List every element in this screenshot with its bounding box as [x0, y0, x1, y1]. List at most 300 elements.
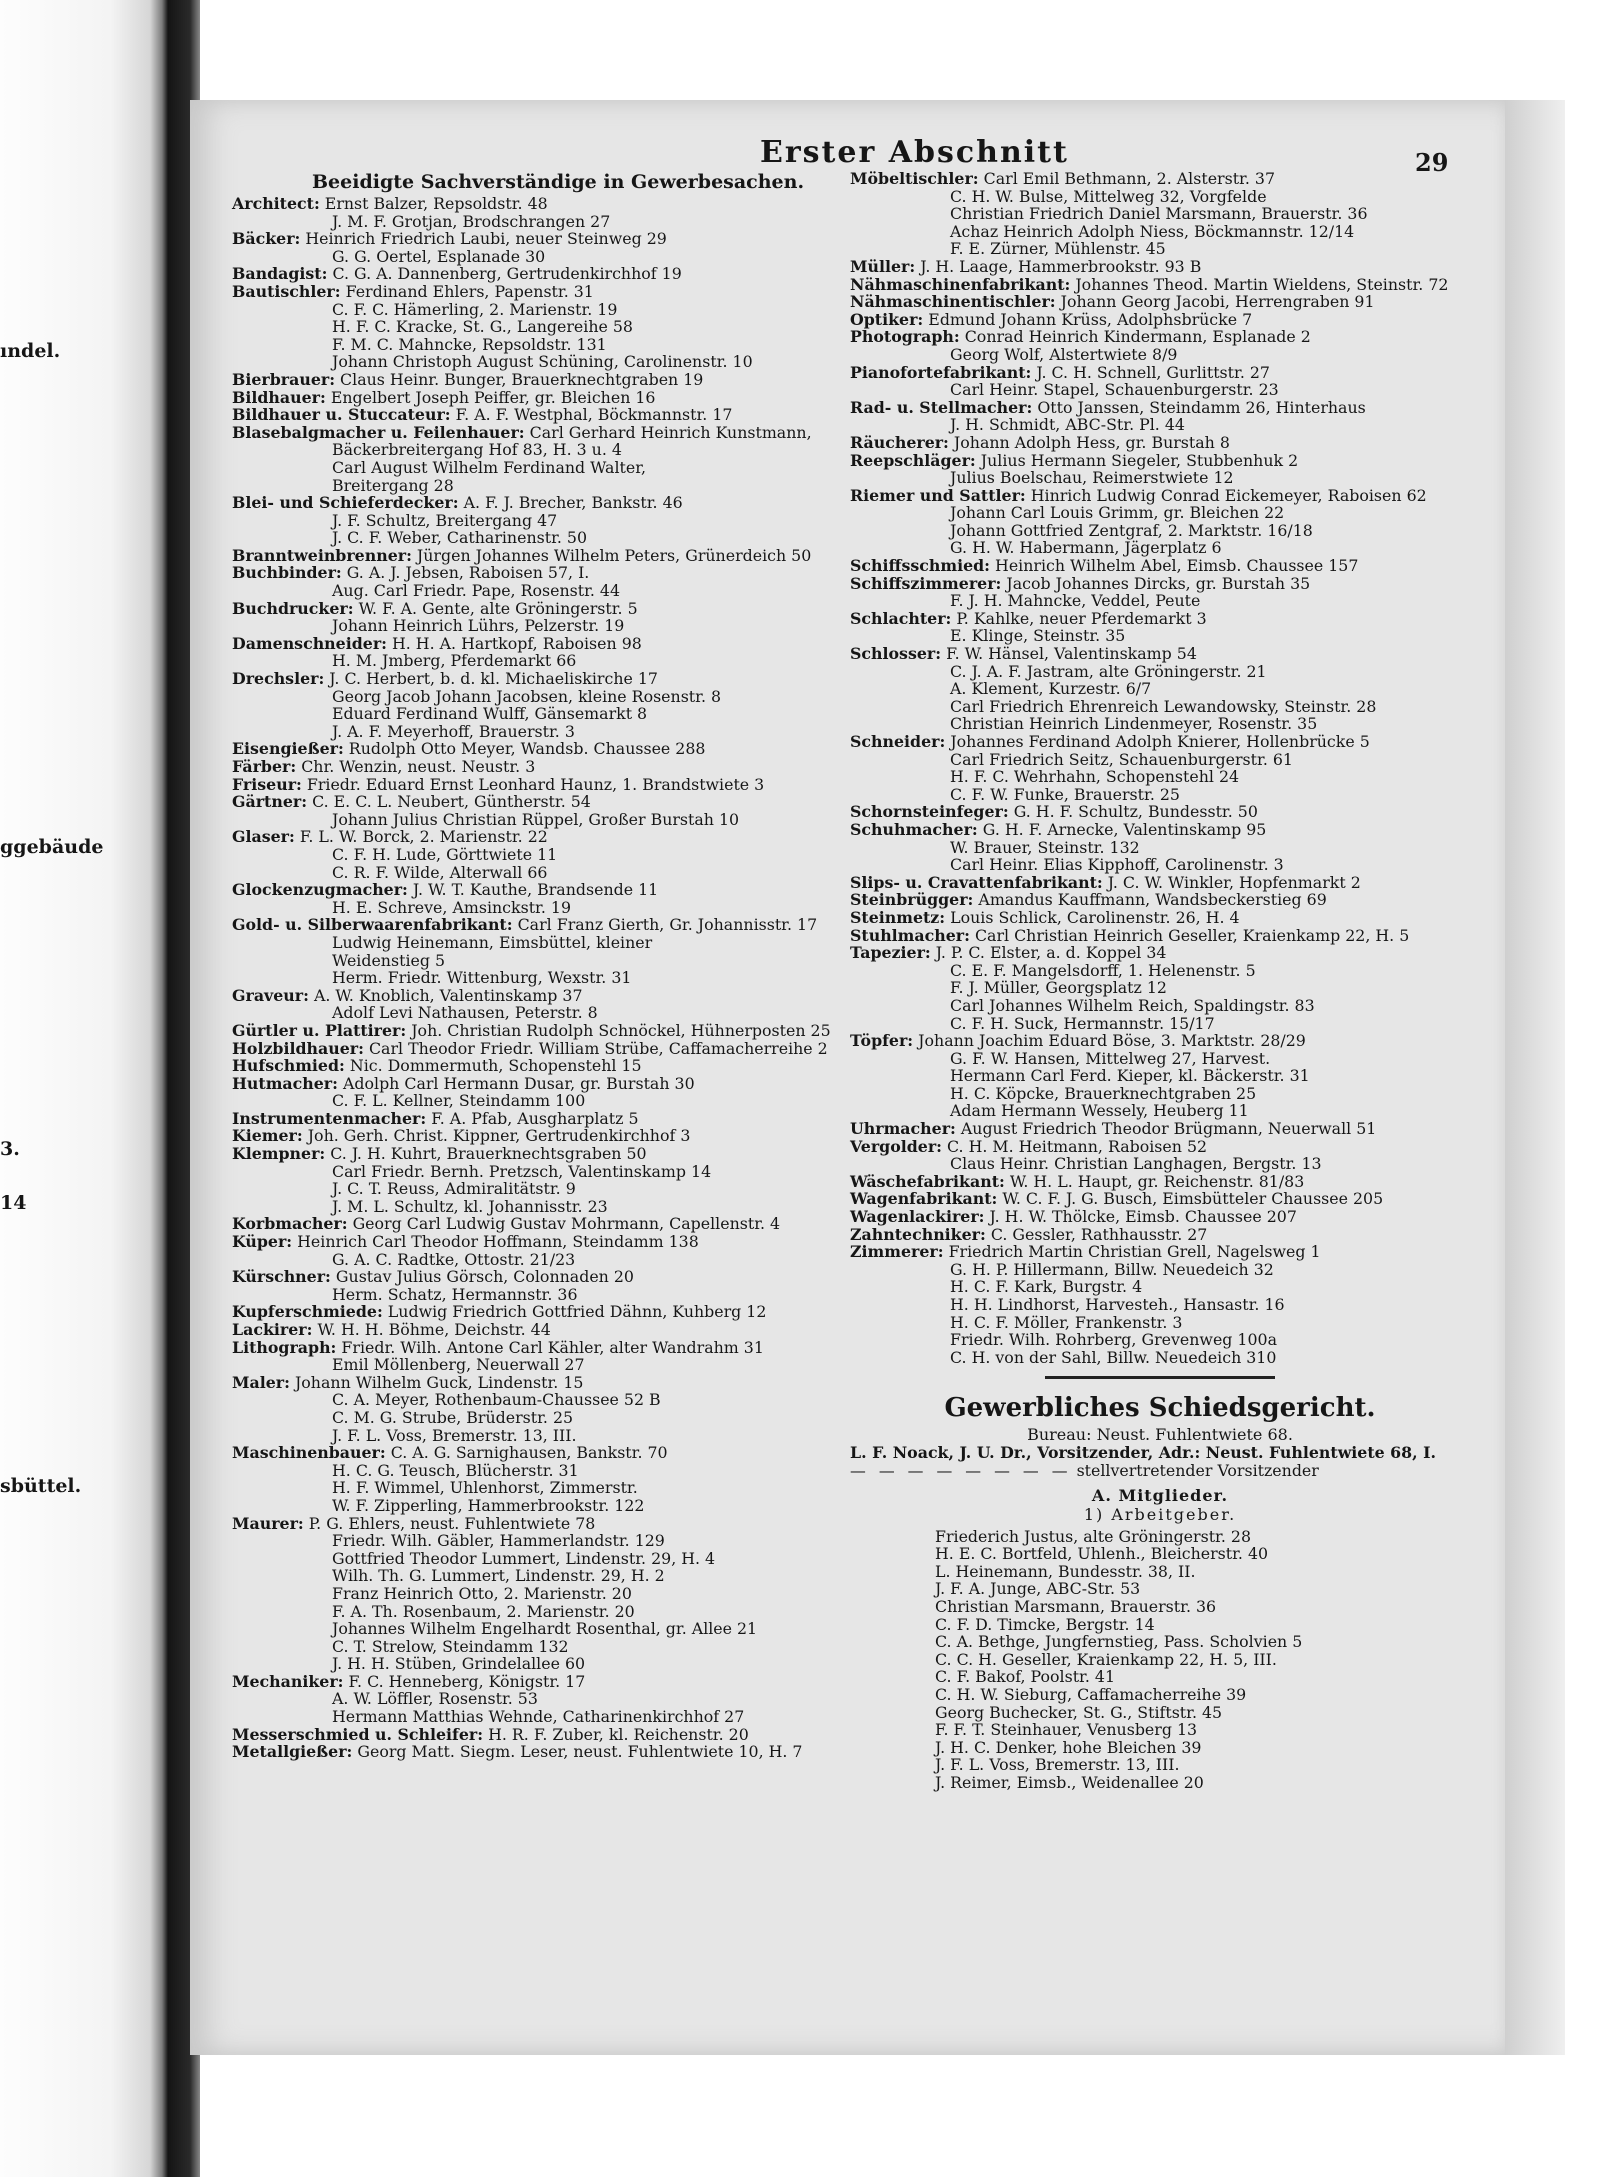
- directory-entry: [232, 1286, 844, 1304]
- directory-entry: [850, 944, 1470, 962]
- directory-entry: [232, 336, 844, 354]
- directory-entry: [850, 223, 1470, 241]
- directory-entry: [232, 1198, 844, 1216]
- entry-text: Achaz Heinrich Adolph Niess, Böckmannstr. 12/14: [950, 221, 1355, 241]
- trade-label: Korbmacher:: [232, 1214, 348, 1234]
- directory-entry: [850, 698, 1470, 716]
- directory-entry: [850, 1349, 1470, 1367]
- member-entry: Friederich Justus, alte Gröningerstr. 28: [935, 1526, 1251, 1546]
- member-entry: J. F. A. Junge, ABC-Str. 53: [935, 1579, 1141, 1599]
- directory-entry: [232, 846, 844, 864]
- trade-label: Schlosser:: [850, 644, 942, 664]
- directory-entry: [232, 864, 844, 882]
- entry-text: W. Brauer, Steinstr. 132: [950, 837, 1140, 857]
- entry-text: Conrad Heinrich Kindermann, Esplanade 2: [959, 327, 1311, 347]
- entry-text: A. W. Knoblich, Valentinskamp 37: [308, 985, 583, 1005]
- directory-entry: [850, 997, 1470, 1015]
- entry-text: Johannes Theod. Martin Wieldens, Steinstr. 72: [1070, 274, 1449, 294]
- members-heading: A. Mitglieder.: [1091, 1485, 1229, 1505]
- margin-fragment: ggebäude: [0, 836, 104, 858]
- directory-entry: [850, 539, 1470, 557]
- entry-text: Carl Emil Bethmann, 2. Alsterstr. 37: [978, 169, 1276, 188]
- directory-entry: [850, 1120, 1470, 1138]
- member-entry: J. F. L. Voss, Bremerstr. 13, III.: [935, 1755, 1180, 1775]
- entry-text: C. G. A. Dannenberg, Gertrudenkirchhof 19: [327, 264, 682, 284]
- directory-entry: [850, 909, 1470, 927]
- deputy-placeholder-dashes: — — — — — — — —: [850, 1460, 1072, 1480]
- right-column: [850, 170, 1470, 1791]
- trade-label: Maler:: [232, 1372, 290, 1392]
- member-entry: H. E. C. Bortfeld, Uhlenh., Bleicherstr. 40: [935, 1544, 1269, 1564]
- trade-label: Pianofortefabrikant:: [850, 362, 1032, 382]
- directory-entry: [232, 828, 844, 846]
- directory-entry: [850, 1208, 1470, 1226]
- margin-fragment: sbüttel.: [0, 1475, 82, 1497]
- directory-entry: [232, 301, 844, 319]
- entry-text: Edmund Johann Krüss, Adolphsbrücke 7: [923, 309, 1253, 329]
- entry-text: Joh. Gerh. Christ. Kippner, Gertrudenkirchhof 3: [302, 1126, 691, 1146]
- directory-entry: [232, 213, 844, 231]
- entry-text: Christian Friedrich Daniel Marsmann, Brauerstr. 36: [950, 204, 1368, 224]
- entry-text: C. A. G. Sarnighausen, Bankstr. 70: [385, 1443, 668, 1463]
- entry-text: Ferdinand Ehlers, Papenstr. 31: [340, 281, 594, 301]
- entry-text: C. R. F. Wilde, Alterwall 66: [332, 862, 548, 882]
- court-deputy: [850, 1462, 1470, 1480]
- directory-entry: [232, 248, 844, 266]
- trade-label: Stuhlmacher:: [850, 925, 970, 945]
- trade-label: Bierbrauer:: [232, 369, 336, 389]
- trade-label: Möbeltischler:: [850, 169, 979, 188]
- entry-text: C. J. A. F. Jastram, alte Gröningerstr. 21: [950, 661, 1267, 681]
- directory-entry: [232, 1004, 844, 1022]
- trade-label: Branntweinbrenner:: [232, 545, 412, 565]
- entry-text: H. E. Schreve, Amsinckstr. 19: [332, 897, 572, 917]
- entry-text: H. F. C. Kracke, St. G., Langereihe 58: [332, 317, 633, 337]
- directory-entry: [232, 1655, 844, 1673]
- trade-label: Bildhauer:: [232, 387, 326, 407]
- directory-entry: [850, 927, 1470, 945]
- directory-entry: [850, 328, 1470, 346]
- directory-entry: [850, 715, 1470, 733]
- directory-entry: [232, 1145, 844, 1163]
- entry-text: H. C. Köpcke, Brauerknechtgraben 25: [950, 1083, 1257, 1103]
- entry-text: Ludwig Friedrich Gottfried Dähnn, Kuhberg 12: [382, 1302, 767, 1322]
- directory-entry: [232, 1356, 844, 1374]
- entry-text: Hinrich Ludwig Conrad Eickemeyer, Raboisen 62: [1025, 485, 1427, 505]
- directory-entry: [232, 371, 844, 389]
- trade-label: Wagenfabrikant:: [850, 1189, 998, 1209]
- directory-entry: [232, 1620, 844, 1638]
- trade-label: Hutmacher:: [232, 1073, 338, 1093]
- directory-entry: [850, 839, 1470, 857]
- entry-text: C. J. H. Kuhrt, Brauerknechtsgraben 50: [325, 1144, 647, 1164]
- entry-text: Gustav Julius Görsch, Colonnaden 20: [330, 1267, 634, 1287]
- court-bureau: Bureau: Neust. Fuhlentwiete 68.: [1027, 1425, 1293, 1445]
- directory-entry: [232, 1515, 844, 1533]
- directory-entry: [850, 1155, 1470, 1173]
- entry-text: C. H. M. Heitmann, Raboisen 52: [942, 1136, 1208, 1156]
- directory-entry: [850, 1261, 1470, 1279]
- page-number: 29: [1415, 148, 1449, 177]
- entry-text: Jürgen Johannes Wilhelm Peters, Grünerdeich 50: [411, 545, 812, 565]
- trade-label: Buchbinder:: [232, 563, 342, 583]
- entry-text: Johann Gottfried Zentgraf, 2. Marktstr. 16/18: [950, 520, 1313, 540]
- entry-text: C. M. G. Strube, Brüderstr. 25: [332, 1407, 574, 1427]
- member-entry: F. F. T. Steinhauer, Venusberg 13: [935, 1720, 1198, 1740]
- entry-text: F. A. Th. Rosenbaum, 2. Marienstr. 20: [332, 1601, 635, 1621]
- entry-text: G. H. F. Arnecke, Valentinskamp 95: [977, 819, 1267, 839]
- entry-text: Johann Carl Louis Grimm, gr. Bleichen 22: [950, 503, 1285, 523]
- entry-text: C. E. C. L. Neubert, Güntherstr. 54: [307, 792, 591, 812]
- entry-text: J. C. F. Weber, Catharinenstr. 50: [332, 528, 588, 548]
- directory-entry: [232, 1409, 844, 1427]
- entry-text: Heinrich Friedrich Laubi, neuer Steinweg 29: [300, 229, 667, 249]
- directory-entry: [850, 821, 1470, 839]
- court-chair-text: L. F. Noack, J. U. Dr., Vorsitzender, Adr.: Neust. Fuhlentwiete 68, I.: [850, 1443, 1437, 1463]
- trade-label: Vergolder:: [850, 1136, 943, 1156]
- trade-label: Rad- u. Stellmacher:: [850, 397, 1033, 417]
- entry-text: A. Klement, Kurzestr. 6/7: [950, 679, 1152, 699]
- entry-text: Carl Heinr. Stapel, Schauenburgerstr. 23: [950, 380, 1279, 400]
- directory-entry: [850, 188, 1470, 206]
- entry-text: F. A. F. Westphal, Böckmannstr. 17: [450, 405, 733, 425]
- column-heading: Beeidigte Sachverständige in Gewerbesachen.: [312, 171, 805, 193]
- entry-text: G. A. J. Jebsen, Raboisen 57, I.: [341, 563, 590, 583]
- directory-entry: [232, 1233, 844, 1251]
- entry-text: Rudolph Otto Meyer, Wandsb. Chaussee 288: [343, 739, 706, 759]
- entry-text: G. F. W. Hansen, Mittelweg 27, Harvest.: [950, 1048, 1271, 1068]
- entry-text: Emil Möllenberg, Neuerwall 27: [332, 1355, 585, 1375]
- entry-text: J. H. W. Thölcke, Eimsb. Chaussee 207: [984, 1207, 1297, 1227]
- entry-text: J. H. Laage, Hammerbrookstr. 93 B: [915, 256, 1202, 276]
- directory-entry: [232, 1268, 844, 1286]
- entry-text: C. Gessler, Rathhausstr. 27: [985, 1224, 1208, 1244]
- trade-label: Hufschmied:: [232, 1056, 345, 1076]
- entry-text: Herm. Schatz, Hermannstr. 36: [332, 1284, 578, 1304]
- directory-entry: [232, 1462, 844, 1480]
- directory-entry: [850, 1102, 1470, 1120]
- trade-label: Blasebalgmacher u. Feilenhauer:: [232, 422, 525, 442]
- section-title: Erster Abschnitt: [760, 135, 1069, 170]
- directory-entry: [232, 1567, 844, 1585]
- trade-label: Töpfer:: [850, 1031, 914, 1051]
- trade-label: Schiffsschmied:: [850, 556, 991, 576]
- directory-entry: [232, 1550, 844, 1568]
- entry-text: H. C. F. Möller, Frankenstr. 3: [950, 1312, 1183, 1332]
- directory-entry: [232, 776, 844, 794]
- entry-text: Adam Hermann Wessely, Heuberg 11: [950, 1101, 1249, 1121]
- trade-label: Schuhmacher:: [850, 819, 978, 839]
- entry-text: Johann Joachim Eduard Böse, 3. Marktstr. 28/29: [913, 1031, 1306, 1051]
- directory-entry: [232, 1427, 844, 1445]
- directory-entry: [850, 1138, 1470, 1156]
- entry-text: Carl Friedrich Seitz, Schauenburgerstr. 61: [950, 749, 1293, 769]
- directory-entry: [232, 1303, 844, 1321]
- directory-entry: [850, 786, 1470, 804]
- directory-entry: [232, 934, 844, 952]
- directory-entry: [850, 1226, 1470, 1244]
- directory-entry: [232, 441, 844, 459]
- directory-entry: [850, 1314, 1470, 1332]
- entry-text: H. H. Lindhorst, Harvesteh., Hansastr. 16: [950, 1295, 1285, 1314]
- directory-entry: [850, 170, 1470, 188]
- directory-entry: [232, 1532, 844, 1550]
- directory-entry: [232, 1110, 844, 1128]
- trade-label: Messerschmied u. Schleifer:: [232, 1724, 484, 1744]
- entry-text: Hermann Carl Ferd. Kieper, kl. Bäckerstr. 31: [950, 1066, 1310, 1086]
- directory-entry: [232, 1040, 844, 1058]
- entry-text: F. L. W. Borck, 2. Marienstr. 22: [294, 827, 548, 847]
- directory-entry: [850, 434, 1470, 452]
- directory-entry: [850, 1173, 1470, 1191]
- entry-text: G. H. P. Hillermann, Billw. Neuedeich 32: [950, 1259, 1274, 1279]
- trade-label: Photograph:: [850, 327, 960, 347]
- court-chair: [850, 1444, 1470, 1462]
- entry-text: H. C. F. Kark, Burgstr. 4: [950, 1277, 1143, 1297]
- trade-label: Zimmerer:: [850, 1242, 944, 1262]
- directory-entry: [232, 529, 844, 547]
- entry-text: Georg Jacob Johann Jacobsen, kleine Rosenstr. 8: [332, 686, 722, 706]
- directory-entry: [850, 276, 1470, 294]
- directory-entry: [232, 1339, 844, 1357]
- entry-text: Nic. Dommermuth, Schopenstehl 15: [344, 1056, 642, 1076]
- entry-text: Friedr. Eduard Ernst Leonhard Haunz, 1. Brandstwiete 3: [301, 774, 765, 794]
- entry-text: Julius Boelschau, Reimerstwiete 12: [950, 468, 1234, 488]
- directory-entry: [850, 1296, 1470, 1314]
- trade-label: Bäcker:: [232, 229, 301, 249]
- entry-text: Franz Heinrich Otto, 2. Marienstr. 20: [332, 1583, 632, 1603]
- section-divider: [1045, 1376, 1275, 1379]
- entry-text: Jacob Johannes Dircks, gr. Burstah 35: [1001, 573, 1311, 593]
- directory-entry: [232, 564, 844, 582]
- trade-label: Blei- und Schieferdecker:: [232, 493, 459, 513]
- directory-entry: [232, 1022, 844, 1040]
- trade-label: Maurer:: [232, 1513, 304, 1533]
- right-entry-list: [850, 170, 1470, 1366]
- entry-text: W. F. A. Gente, alte Gröningerstr. 5: [353, 598, 638, 618]
- directory-entry: [850, 803, 1470, 821]
- member-entry: C. A. Bethge, Jungfernstieg, Pass. Scholvien 5: [935, 1632, 1303, 1652]
- entry-text: C. H. von der Sahl, Billw. Neuedeich 310: [950, 1347, 1277, 1367]
- trade-label: Schlachter:: [850, 608, 952, 628]
- entry-text: J. C. H. Schnell, Gurlittstr. 27: [1031, 362, 1270, 382]
- member-entry: C. C. H. Geseller, Kraienkamp 22, H. 5, III.: [935, 1649, 1277, 1669]
- margin-fragment: 3.: [0, 1138, 20, 1160]
- directory-entry: [850, 891, 1470, 909]
- entry-text: P. G. Ehlers, neust. Fuhlentwiete 78: [303, 1513, 596, 1533]
- entry-text: Ernst Balzer, Repsoldstr. 48: [319, 194, 548, 213]
- entry-text: W. F. Zipperling, Hammerbrookstr. 122: [332, 1495, 645, 1515]
- entry-text: Johannes Wilhelm Engelhardt Rosenthal, gr. Allee 21: [332, 1619, 758, 1639]
- directory-entry: [232, 811, 844, 829]
- entry-text: C. F. W. Funke, Brauerstr. 25: [950, 784, 1180, 804]
- trade-label: Klempner:: [232, 1144, 326, 1164]
- directory-entry: [232, 1585, 844, 1603]
- directory-entry: [850, 1067, 1470, 1085]
- trade-label: Reepschläger:: [850, 450, 976, 470]
- entry-text: G. H. W. Habermann, Jägerplatz 6: [950, 538, 1222, 558]
- trade-label: Bautischler:: [232, 281, 341, 301]
- trade-label: Kürschner:: [232, 1267, 331, 1287]
- directory-entry: [232, 406, 844, 424]
- directory-entry: [232, 881, 844, 899]
- entry-text: F. J. H. Mahncke, Veddel, Peute: [950, 591, 1201, 611]
- trade-label: Zahntechniker:: [850, 1224, 986, 1244]
- court-heading: Gewerbliches Schiedsgericht.: [944, 1393, 1376, 1424]
- entry-text: Georg Carl Ludwig Gustav Mohrmann, Capellenstr. 4: [347, 1214, 781, 1234]
- directory-entry: [850, 645, 1470, 663]
- entry-text: Johann Julius Christian Rüppel, Großer Burstah 10: [332, 809, 740, 829]
- entry-text: H. C. G. Teusch, Blücherstr. 31: [332, 1460, 579, 1480]
- member-entry: L. Heinemann, Bundesstr. 38, II.: [935, 1561, 1196, 1581]
- trade-label: Nähmaschinenfabrikant:: [850, 274, 1071, 294]
- trade-label: Instrumentenmacher:: [232, 1108, 427, 1128]
- entry-text: W. H. H. Böhme, Deichstr. 44: [312, 1320, 551, 1339]
- directory-entry: [850, 416, 1470, 434]
- trade-label: Steinmetz:: [850, 907, 946, 927]
- entry-text: F. A. Pfab, Ausgharplatz 5: [426, 1108, 639, 1128]
- entry-text: H. F. Wimmel, Uhlenhorst, Zimmerstr.: [332, 1478, 638, 1498]
- entry-text: Wilh. Th. G. Lummert, Lindenstr. 29, H. 2: [332, 1566, 665, 1586]
- directory-entry: [232, 512, 844, 530]
- entry-text: F. E. Zürner, Mühlenstr. 45: [950, 239, 1166, 259]
- directory-entry: [232, 899, 844, 917]
- trade-label: Schiffszimmerer:: [850, 573, 1002, 593]
- entry-text: Joh. Christian Rudolph Schnöckel, Hühnerposten 25: [406, 1020, 831, 1040]
- trade-label: Gürtler u. Plattirer:: [232, 1020, 407, 1040]
- member-list: [850, 1528, 1470, 1792]
- directory-entry: [232, 635, 844, 653]
- entry-text: C. F. H. Suck, Hermannstr. 15/17: [950, 1013, 1215, 1033]
- entry-text: H. F. C. Wehrhahn, Schopenstehl 24: [950, 767, 1240, 787]
- entry-text: J. M. L. Schultz, kl. Johannisstr. 23: [332, 1196, 608, 1216]
- entry-text: J. C. T. Reuss, Admiralitätstr. 9: [332, 1179, 576, 1199]
- directory-entry: [232, 459, 844, 477]
- directory-entry: [850, 979, 1470, 997]
- entry-text: Hermann Matthias Wehnde, Catharinenkirchhof 27: [332, 1707, 745, 1727]
- directory-entry: [232, 265, 844, 283]
- directory-entry: [232, 793, 844, 811]
- entry-text: Friedr. Wilh. Antone Carl Kähler, alter Wandrahm 31: [336, 1337, 764, 1357]
- directory-entry: [232, 1374, 844, 1392]
- entry-text: Johann Adolph Hess, gr. Burstah 8: [948, 432, 1230, 452]
- member-entry: J. H. C. Denker, hohe Bleichen 39: [935, 1737, 1202, 1757]
- entry-text: G. A. C. Radtke, Ottostr. 21/23: [332, 1249, 576, 1269]
- entry-text: Carl Christian Heinrich Geseller, Kraienkamp 22, H. 5: [969, 925, 1410, 945]
- directory-entry: [850, 680, 1470, 698]
- trade-label: Eisengießer:: [232, 739, 344, 759]
- entry-text: Heinrich Wilhelm Abel, Eimsb. Chaussee 157: [990, 556, 1359, 576]
- directory-entry: [850, 663, 1470, 681]
- deputy-label: stellvertretender Vorsitzender: [1076, 1460, 1319, 1480]
- directory-entry: [232, 424, 844, 442]
- trade-label: Tapezier:: [850, 943, 931, 963]
- directory-entry: [232, 477, 844, 495]
- directory-entry: [232, 1638, 844, 1656]
- directory-entry: [232, 318, 844, 336]
- entry-text: August Friedrich Theodor Brügmann, Neuerwall 51: [955, 1119, 1377, 1139]
- entry-text: Georg Matt. Siegm. Leser, neust. Fuhlentwiete 10, H. 7: [352, 1742, 803, 1762]
- entry-text: Aug. Carl Friedr. Pape, Rosenstr. 44: [332, 581, 621, 601]
- directory-entry: [850, 1085, 1470, 1103]
- directory-entry: [232, 547, 844, 565]
- member-entry: J. Reimer, Eimsb., Weidenallee 20: [935, 1772, 1204, 1792]
- trade-label: Räucherer:: [850, 432, 949, 452]
- entry-text: Carl Friedr. Bernh. Pretzsch, Valentinskamp 14: [332, 1161, 712, 1181]
- entry-text: Bäckerbreitergang Hof 83, H. 3 u. 4: [332, 440, 622, 460]
- trade-label: Lackirer:: [232, 1320, 313, 1339]
- directory-entry: [232, 740, 844, 758]
- trade-label: Schornsteinfeger:: [850, 802, 1009, 822]
- directory-entry: [850, 733, 1470, 751]
- directory-entry: [232, 758, 844, 776]
- directory-entry: [232, 1673, 844, 1691]
- entry-text: C. F. L. Kellner, Steindamm 100: [332, 1091, 586, 1111]
- directory-entry: [232, 494, 844, 512]
- entry-text: J. F. Schultz, Breitergang 47: [332, 510, 558, 530]
- book-spine: [0, 0, 200, 2177]
- trade-label: Riemer und Sattler:: [850, 485, 1026, 505]
- directory-entry: [232, 283, 844, 301]
- employers-heading: 1) Arbeitgeber.: [1083, 1504, 1237, 1524]
- entry-text: J. W. T. Kauthe, Brandsende 11: [407, 880, 659, 900]
- entry-text: F. W. Hänsel, Valentinskamp 54: [941, 644, 1197, 664]
- margin-fragment: 14: [0, 1192, 27, 1214]
- directory-entry: [232, 1092, 844, 1110]
- trade-label: Holzbildhauer:: [232, 1038, 364, 1058]
- trade-label: Metallgießer:: [232, 1742, 353, 1762]
- directory-entry: [850, 610, 1470, 628]
- directory-entry: [850, 487, 1470, 505]
- directory-entry: [850, 1278, 1470, 1296]
- directory-entry: [850, 768, 1470, 786]
- trade-label: Buchdrucker:: [232, 598, 354, 618]
- member-entry: Georg Buchecker, St. G., Stiftstr. 45: [935, 1702, 1223, 1722]
- entry-text: Carl Gerhard Heinrich Kunstmann,: [524, 422, 812, 442]
- directory-entry: [232, 389, 844, 407]
- entry-text: J. A. F. Meyerhoff, Brauerstr. 3: [332, 721, 575, 741]
- directory-entry: [850, 1032, 1470, 1050]
- trade-label: Schneider:: [850, 732, 946, 751]
- entry-text: J. P. C. Elster, a. d. Koppel 34: [930, 943, 1167, 963]
- entry-text: Johannes Ferdinand Adolph Knierer, Hollenbrücke 5: [945, 732, 1370, 751]
- margin-fragment: ındel.: [0, 340, 61, 362]
- page-edge: [1505, 100, 1565, 2055]
- directory-entry: [850, 1243, 1470, 1261]
- trade-label: Gold- u. Silberwaarenfabrikant:: [232, 915, 513, 935]
- trade-label: Kupferschmiede:: [232, 1302, 383, 1322]
- entry-text: G. H. F. Schultz, Bundesstr. 50: [1008, 802, 1258, 822]
- entry-text: W. C. F. J. G. Busch, Eimsbütteler Chaussee 205: [997, 1189, 1384, 1209]
- directory-entry: [232, 617, 844, 635]
- entry-text: E. Klinge, Steinstr. 35: [950, 626, 1126, 646]
- directory-entry: [232, 1444, 844, 1462]
- directory-entry: [232, 1127, 844, 1145]
- entry-text: Friedr. Wilh. Gäbler, Hammerlandstr. 129: [332, 1531, 665, 1551]
- directory-entry: [232, 705, 844, 723]
- directory-entry: [232, 1479, 844, 1497]
- trade-label: Friseur:: [232, 774, 302, 794]
- directory-entry: [232, 1497, 844, 1515]
- directory-entry: [232, 1180, 844, 1198]
- directory-entry: [850, 962, 1470, 980]
- directory-entry: [850, 452, 1470, 470]
- trade-label: Lithograph:: [232, 1337, 337, 1357]
- directory-entry: [850, 751, 1470, 769]
- entry-text: Claus Heinr. Christian Langhagen, Bergstr. 13: [950, 1154, 1322, 1174]
- directory-entry: [232, 353, 844, 371]
- trade-label: Steinbrügger:: [850, 890, 974, 910]
